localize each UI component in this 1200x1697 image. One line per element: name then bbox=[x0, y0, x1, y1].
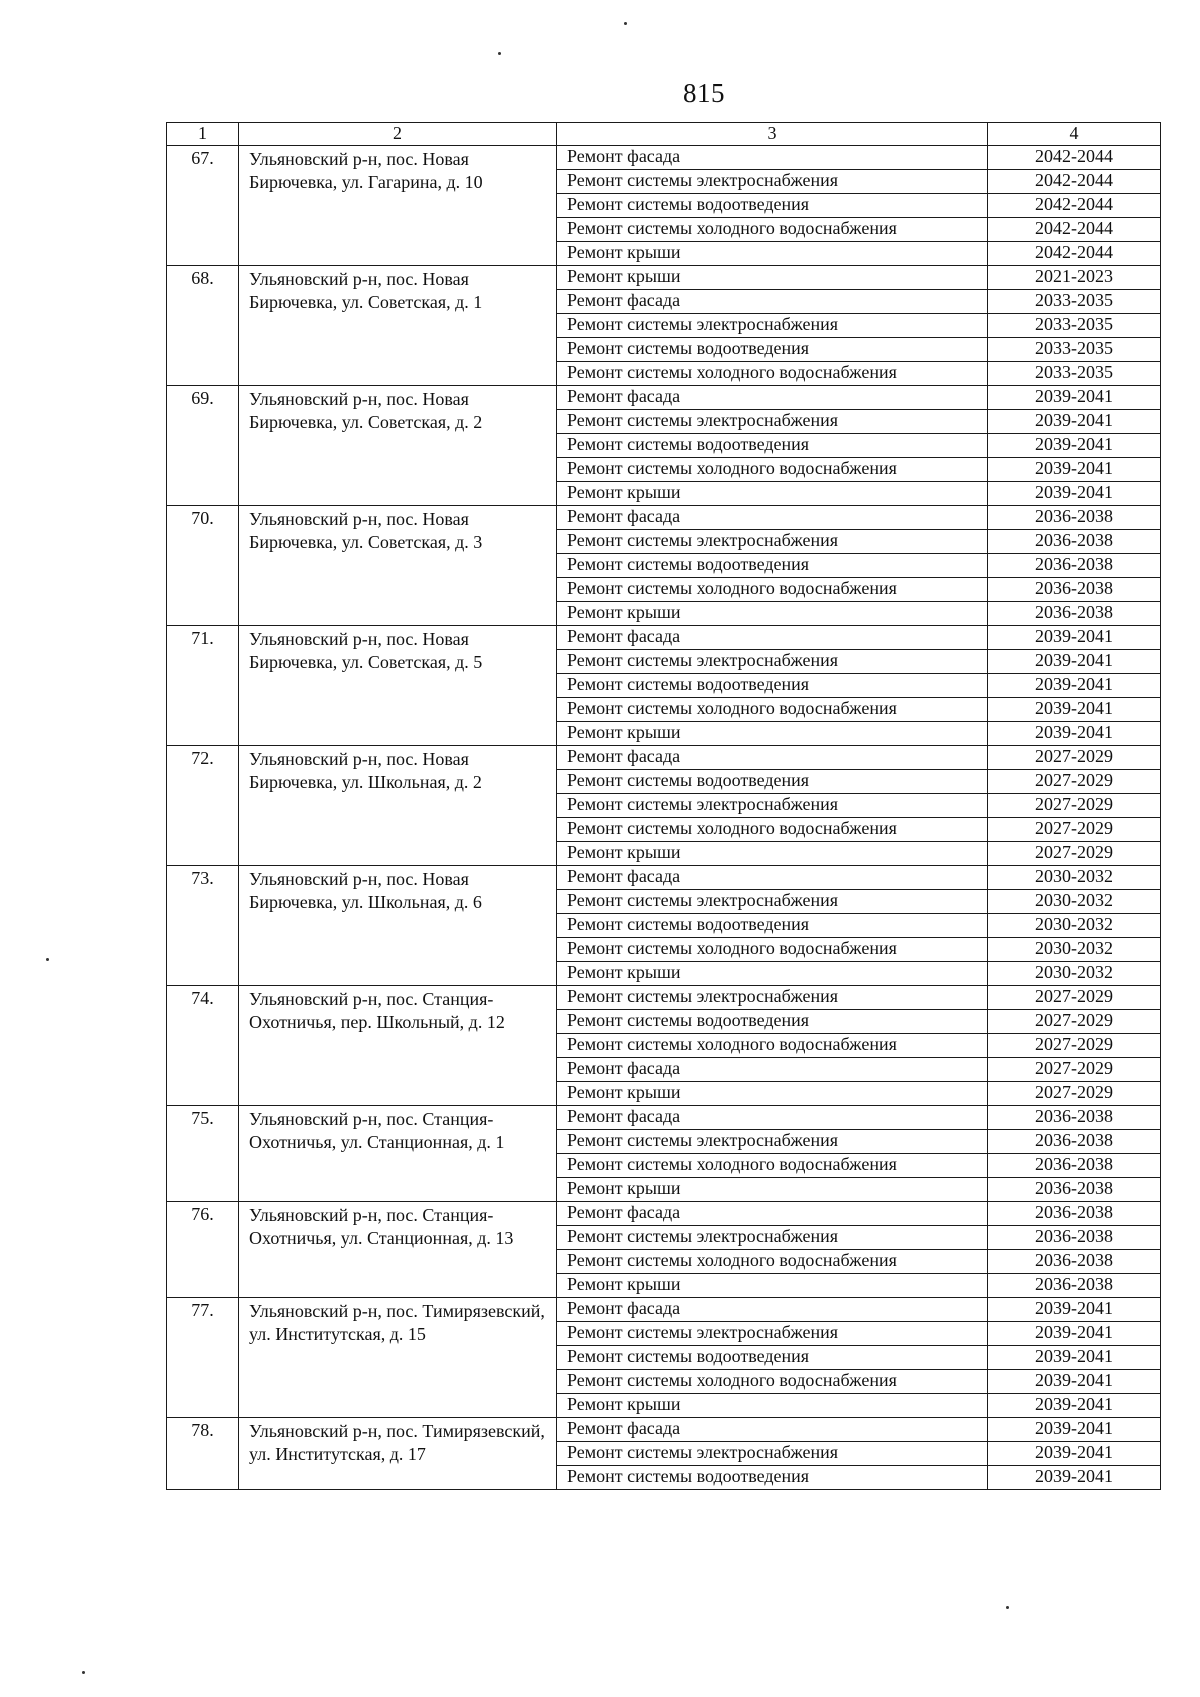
work-period: 2036-2038 bbox=[988, 554, 1161, 578]
entry-address: Ульяновский р-н, пос. Новая Бирючевка, ул. Гагарина, д. 10 bbox=[239, 146, 557, 266]
table-row bbox=[167, 1418, 1161, 1442]
work-period: 2036-2038 bbox=[988, 1106, 1161, 1130]
work-period: 2021-2023 bbox=[988, 266, 1161, 290]
header-col-4: 4 bbox=[988, 123, 1161, 146]
work-type: Ремонт фасада bbox=[557, 866, 988, 890]
work-type: Ремонт фасада bbox=[557, 290, 988, 314]
entry-address: Ульяновский р-н, пос. Тимирязевский, ул. Институтская, д. 15 bbox=[239, 1298, 557, 1418]
work-type: Ремонт системы холодного водоснабжения bbox=[557, 218, 988, 242]
work-period: 2039-2041 bbox=[988, 434, 1161, 458]
work-period: 2027-2029 bbox=[988, 1010, 1161, 1034]
work-period: 2033-2035 bbox=[988, 314, 1161, 338]
work-period: 2039-2041 bbox=[988, 722, 1161, 746]
entry-address: Ульяновский р-н, пос. Тимирязевский, ул. Институтская, д. 17 bbox=[239, 1418, 557, 1490]
scan-speck bbox=[82, 1671, 85, 1674]
work-type: Ремонт фасада bbox=[557, 626, 988, 650]
work-type: Ремонт системы электроснабжения bbox=[557, 314, 988, 338]
scan-speck bbox=[498, 52, 501, 55]
work-type: Ремонт крыши bbox=[557, 1274, 988, 1298]
work-type: Ремонт крыши bbox=[557, 482, 988, 506]
entry-address: Ульяновский р-н, пос. Новая Бирючевка, ул. Советская, д. 5 bbox=[239, 626, 557, 746]
work-type: Ремонт фасада bbox=[557, 506, 988, 530]
entry-number: 70. bbox=[167, 506, 239, 626]
work-type: Ремонт системы электроснабжения bbox=[557, 1322, 988, 1346]
work-type: Ремонт системы холодного водоснабжения bbox=[557, 818, 988, 842]
header-row bbox=[167, 123, 1161, 146]
work-period: 2039-2041 bbox=[988, 458, 1161, 482]
entry-address: Ульяновский р-н, пос. Новая Бирючевка, ул. Советская, д. 2 bbox=[239, 386, 557, 506]
work-type: Ремонт системы водоотведения bbox=[557, 1010, 988, 1034]
work-type: Ремонт системы водоотведения bbox=[557, 434, 988, 458]
table-header bbox=[167, 123, 1161, 146]
work-period: 2027-2029 bbox=[988, 770, 1161, 794]
work-period: 2036-2038 bbox=[988, 1250, 1161, 1274]
work-type: Ремонт системы электроснабжения bbox=[557, 530, 988, 554]
work-type: Ремонт системы электроснабжения bbox=[557, 170, 988, 194]
header-col-1: 1 bbox=[167, 123, 239, 146]
table-row bbox=[167, 386, 1161, 410]
table-body bbox=[167, 146, 1161, 1490]
table-row bbox=[167, 866, 1161, 890]
work-period: 2033-2035 bbox=[988, 362, 1161, 386]
work-type: Ремонт системы водоотведения bbox=[557, 770, 988, 794]
work-period: 2027-2029 bbox=[988, 986, 1161, 1010]
work-type: Ремонт крыши bbox=[557, 1394, 988, 1418]
work-period: 2033-2035 bbox=[988, 338, 1161, 362]
work-type: Ремонт крыши bbox=[557, 722, 988, 746]
entry-number: 75. bbox=[167, 1106, 239, 1202]
work-period: 2036-2038 bbox=[988, 602, 1161, 626]
entry-number: 77. bbox=[167, 1298, 239, 1418]
entry-address: Ульяновский р-н, пос. Новая Бирючевка, ул. Советская, д. 1 bbox=[239, 266, 557, 386]
work-period: 2036-2038 bbox=[988, 506, 1161, 530]
work-type: Ремонт крыши bbox=[557, 602, 988, 626]
work-period: 2039-2041 bbox=[988, 1442, 1161, 1466]
work-period: 2027-2029 bbox=[988, 842, 1161, 866]
work-period: 2039-2041 bbox=[988, 674, 1161, 698]
entry-address: Ульяновский р-н, пос. Станция-Охотничья, пер. Школьный, д. 12 bbox=[239, 986, 557, 1106]
entry-number: 78. bbox=[167, 1418, 239, 1490]
work-period: 2027-2029 bbox=[988, 818, 1161, 842]
table-row bbox=[167, 146, 1161, 170]
entry-number: 73. bbox=[167, 866, 239, 986]
entry-address: Ульяновский р-н, пос. Новая Бирючевка, ул. Школьная, д. 6 bbox=[239, 866, 557, 986]
work-type: Ремонт фасада bbox=[557, 746, 988, 770]
work-type: Ремонт фасада bbox=[557, 1298, 988, 1322]
work-period: 2027-2029 bbox=[988, 1034, 1161, 1058]
work-type: Ремонт фасада bbox=[557, 386, 988, 410]
work-type: Ремонт системы электроснабжения bbox=[557, 1226, 988, 1250]
work-period: 2039-2041 bbox=[988, 1370, 1161, 1394]
table-row bbox=[167, 986, 1161, 1010]
work-period: 2042-2044 bbox=[988, 242, 1161, 266]
work-period: 2042-2044 bbox=[988, 194, 1161, 218]
entry-address: Ульяновский р-н, пос. Станция-Охотничья, ул. Станционная, д. 13 bbox=[239, 1202, 557, 1298]
work-type: Ремонт системы водоотведения bbox=[557, 338, 988, 362]
work-type: Ремонт крыши bbox=[557, 1178, 988, 1202]
scan-speck bbox=[46, 958, 49, 961]
table-row bbox=[167, 746, 1161, 770]
work-type: Ремонт системы холодного водоснабжения bbox=[557, 1250, 988, 1274]
work-period: 2042-2044 bbox=[988, 218, 1161, 242]
work-type: Ремонт фасада bbox=[557, 1058, 988, 1082]
work-type: Ремонт системы водоотведения bbox=[557, 194, 988, 218]
work-type: Ремонт системы холодного водоснабжения bbox=[557, 458, 988, 482]
work-period: 2039-2041 bbox=[988, 650, 1161, 674]
work-period: 2039-2041 bbox=[988, 1394, 1161, 1418]
work-type: Ремонт системы электроснабжения bbox=[557, 890, 988, 914]
work-period: 2036-2038 bbox=[988, 1178, 1161, 1202]
work-type: Ремонт крыши bbox=[557, 842, 988, 866]
work-period: 2039-2041 bbox=[988, 698, 1161, 722]
work-period: 2042-2044 bbox=[988, 146, 1161, 170]
work-type: Ремонт системы холодного водоснабжения bbox=[557, 1154, 988, 1178]
work-type: Ремонт системы холодного водоснабжения bbox=[557, 698, 988, 722]
work-period: 2030-2032 bbox=[988, 938, 1161, 962]
work-type: Ремонт системы электроснабжения bbox=[557, 410, 988, 434]
entry-address: Ульяновский р-н, пос. Станция-Охотничья, ул. Станционная, д. 1 bbox=[239, 1106, 557, 1202]
work-type: Ремонт системы холодного водоснабжения bbox=[557, 1370, 988, 1394]
work-period: 2027-2029 bbox=[988, 1058, 1161, 1082]
work-type: Ремонт системы водоотведения bbox=[557, 674, 988, 698]
entry-number: 72. bbox=[167, 746, 239, 866]
entry-number: 76. bbox=[167, 1202, 239, 1298]
work-period: 2036-2038 bbox=[988, 578, 1161, 602]
repair-schedule-table bbox=[166, 122, 1161, 1490]
work-period: 2039-2041 bbox=[988, 410, 1161, 434]
work-period: 2033-2035 bbox=[988, 290, 1161, 314]
page-number: 815 bbox=[683, 78, 725, 108]
scan-speck bbox=[1006, 1606, 1009, 1609]
work-type: Ремонт системы электроснабжения bbox=[557, 1442, 988, 1466]
work-period: 2030-2032 bbox=[988, 914, 1161, 938]
work-type: Ремонт фасада bbox=[557, 146, 988, 170]
work-type: Ремонт системы холодного водоснабжения bbox=[557, 938, 988, 962]
work-type: Ремонт фасада bbox=[557, 1418, 988, 1442]
entry-address: Ульяновский р-н, пос. Новая Бирючевка, ул. Советская, д. 3 bbox=[239, 506, 557, 626]
work-period: 2030-2032 bbox=[988, 962, 1161, 986]
entry-number: 74. bbox=[167, 986, 239, 1106]
work-type: Ремонт системы электроснабжения bbox=[557, 986, 988, 1010]
work-type: Ремонт системы электроснабжения bbox=[557, 794, 988, 818]
work-period: 2036-2038 bbox=[988, 1202, 1161, 1226]
work-period: 2030-2032 bbox=[988, 866, 1161, 890]
entry-number: 67. bbox=[167, 146, 239, 266]
work-period: 2039-2041 bbox=[988, 386, 1161, 410]
entry-address: Ульяновский р-н, пос. Новая Бирючевка, ул. Школьная, д. 2 bbox=[239, 746, 557, 866]
work-type: Ремонт крыши bbox=[557, 242, 988, 266]
work-type: Ремонт крыши bbox=[557, 1082, 988, 1106]
work-type: Ремонт фасада bbox=[557, 1106, 988, 1130]
work-type: Ремонт системы электроснабжения bbox=[557, 1130, 988, 1154]
work-type: Ремонт системы холодного водоснабжения bbox=[557, 362, 988, 386]
work-period: 2039-2041 bbox=[988, 1298, 1161, 1322]
work-type: Ремонт системы электроснабжения bbox=[557, 650, 988, 674]
scan-speck bbox=[624, 22, 627, 25]
work-period: 2030-2032 bbox=[988, 890, 1161, 914]
table-row bbox=[167, 626, 1161, 650]
work-type: Ремонт крыши bbox=[557, 266, 988, 290]
work-period: 2039-2041 bbox=[988, 626, 1161, 650]
work-type: Ремонт системы холодного водоснабжения bbox=[557, 1034, 988, 1058]
work-type: Ремонт системы водоотведения bbox=[557, 1466, 988, 1490]
work-period: 2036-2038 bbox=[988, 530, 1161, 554]
table-row bbox=[167, 1202, 1161, 1226]
header-col-2: 2 bbox=[239, 123, 557, 146]
work-period: 2042-2044 bbox=[988, 170, 1161, 194]
work-type: Ремонт системы водоотведения bbox=[557, 914, 988, 938]
work-period: 2039-2041 bbox=[988, 1322, 1161, 1346]
work-type: Ремонт системы водоотведения bbox=[557, 1346, 988, 1370]
work-period: 2039-2041 bbox=[988, 1346, 1161, 1370]
work-period: 2036-2038 bbox=[988, 1130, 1161, 1154]
work-period: 2036-2038 bbox=[988, 1274, 1161, 1298]
work-type: Ремонт системы холодного водоснабжения bbox=[557, 578, 988, 602]
work-period: 2039-2041 bbox=[988, 1466, 1161, 1490]
work-period: 2039-2041 bbox=[988, 1418, 1161, 1442]
work-period: 2036-2038 bbox=[988, 1154, 1161, 1178]
table-row bbox=[167, 1298, 1161, 1322]
header-col-3: 3 bbox=[557, 123, 988, 146]
table-row bbox=[167, 1106, 1161, 1130]
table-row bbox=[167, 506, 1161, 530]
work-period: 2039-2041 bbox=[988, 482, 1161, 506]
work-period: 2027-2029 bbox=[988, 794, 1161, 818]
work-period: 2036-2038 bbox=[988, 1226, 1161, 1250]
entry-number: 71. bbox=[167, 626, 239, 746]
work-period: 2027-2029 bbox=[988, 746, 1161, 770]
entry-number: 68. bbox=[167, 266, 239, 386]
work-period: 2027-2029 bbox=[988, 1082, 1161, 1106]
work-type: Ремонт системы водоотведения bbox=[557, 554, 988, 578]
work-type: Ремонт крыши bbox=[557, 962, 988, 986]
table-row bbox=[167, 266, 1161, 290]
work-type: Ремонт фасада bbox=[557, 1202, 988, 1226]
entry-number: 69. bbox=[167, 386, 239, 506]
